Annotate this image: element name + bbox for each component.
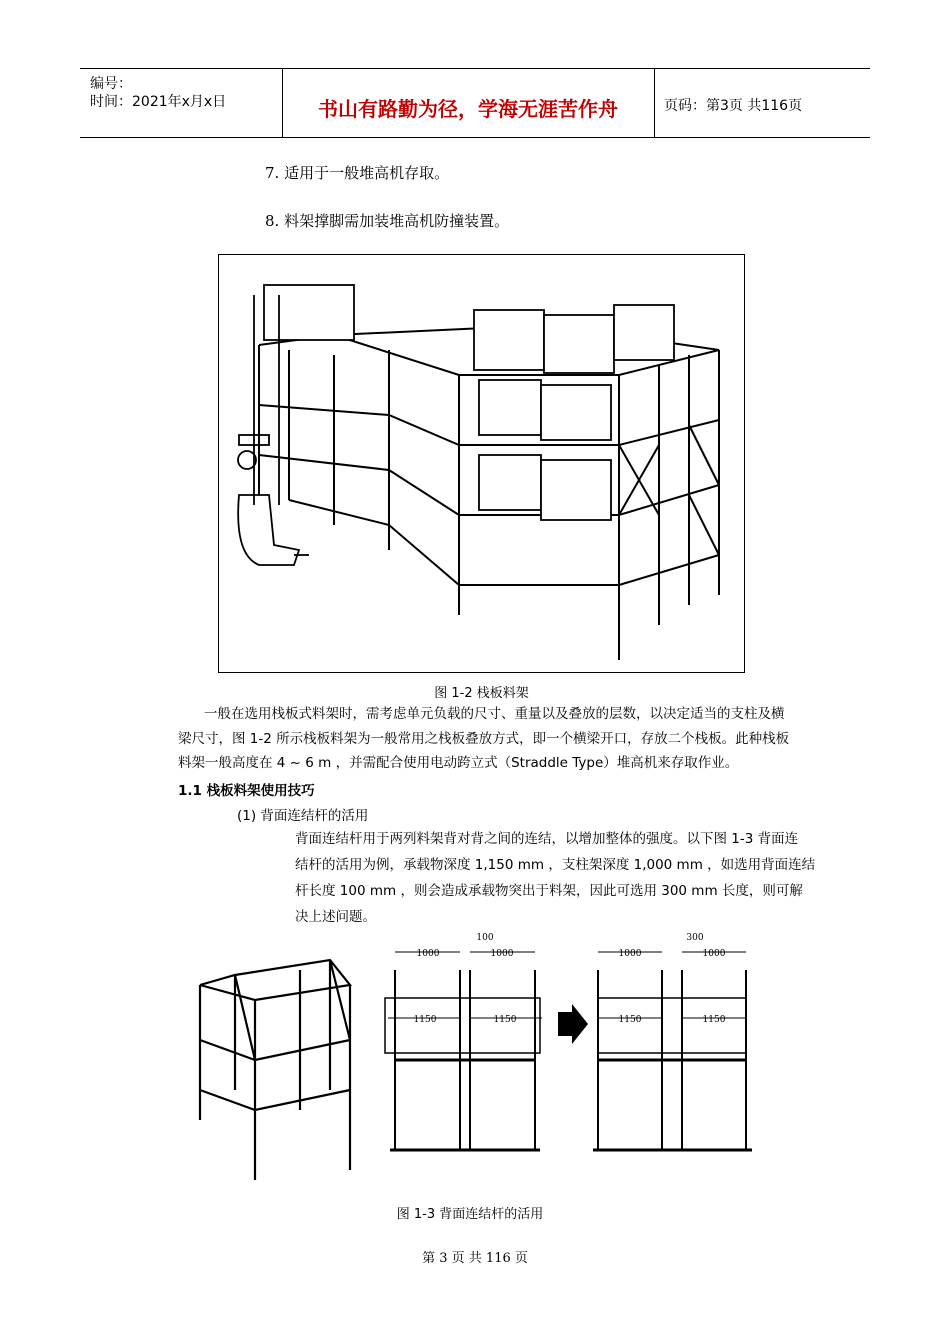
figure-pallet-rack: [218, 254, 745, 673]
dim-label: 1150: [413, 1015, 437, 1025]
header-code-label: 编号：: [90, 76, 132, 92]
header-divider: [654, 69, 655, 137]
dim-label: 1000: [618, 949, 642, 959]
pallet-rack-illustration: [219, 255, 743, 671]
list-item: 8. 料架撑脚需加装堆高机防撞装置。: [265, 212, 510, 230]
list-item: 7. 适用于一般堆高机存取。: [265, 164, 450, 182]
dim-label: 1150: [702, 1015, 726, 1025]
dim-label: 100: [476, 933, 494, 943]
dim-label: 300: [686, 933, 704, 943]
page-footer: 第 3 页 共 116 页: [422, 1251, 528, 1266]
paragraph-line: 决上述问题。: [295, 909, 376, 925]
subsection-heading: (1) 背面连结杆的活用: [237, 808, 369, 824]
rack-3d-illustration: [200, 960, 350, 1180]
paragraph-line: 梁尺寸，图 1-2 所示栈板料架为一般常用之栈板叠放方式，即一个横梁开口，存放二个栈板。此种栈板: [178, 731, 790, 747]
arrow-right-icon: [558, 1004, 588, 1044]
header-time-label: 时间：2021年x月x日: [90, 94, 227, 110]
front-view-after: [593, 952, 752, 1150]
dim-label: 1000: [702, 949, 726, 959]
dim-label: 1150: [493, 1015, 517, 1025]
figure-back-connector: [180, 930, 760, 1190]
header-motto: 书山有路勤为径，学海无涯苦作舟: [318, 97, 618, 121]
paragraph-line: 结杆的活用为例，承载物深度 1,150 mm ，支柱架深度 1,000 mm ，如选用背面连结: [295, 857, 816, 873]
front-view-before: [385, 952, 542, 1150]
figure-caption: 图 1-3 背面连结杆的活用: [396, 1207, 544, 1222]
paragraph-line: 背面连结杆用于两列料架背对背之间的连结，以增加整体的强度。以下图 1-3 背面连: [295, 831, 799, 847]
paragraph-line: 杆长度 100 mm ，则会造成承载物突出于料架，因此可选用 300 mm 长度，则可解: [295, 883, 803, 899]
dim-label: 1000: [416, 949, 440, 959]
dim-label: 1000: [490, 949, 514, 959]
paragraph-line: 料架一般高度在 4 ~ 6 m ，并需配合使用电动跨立式（Straddle Type）堆高机来存取作业。: [178, 755, 739, 771]
figure-caption: 图 1-2 栈板料架: [434, 686, 529, 701]
header-page-label: 页码：第3页 共116页: [664, 98, 803, 114]
dim-label: 1150: [618, 1015, 642, 1025]
section-heading: 1.1 栈板料架使用技巧: [178, 783, 315, 799]
paragraph-line: 一般在选用栈板式料架时，需考虑单元负载的尺寸、重量以及叠放的层数，以决定适当的支柱及横: [204, 706, 785, 722]
page-header: [80, 68, 870, 138]
